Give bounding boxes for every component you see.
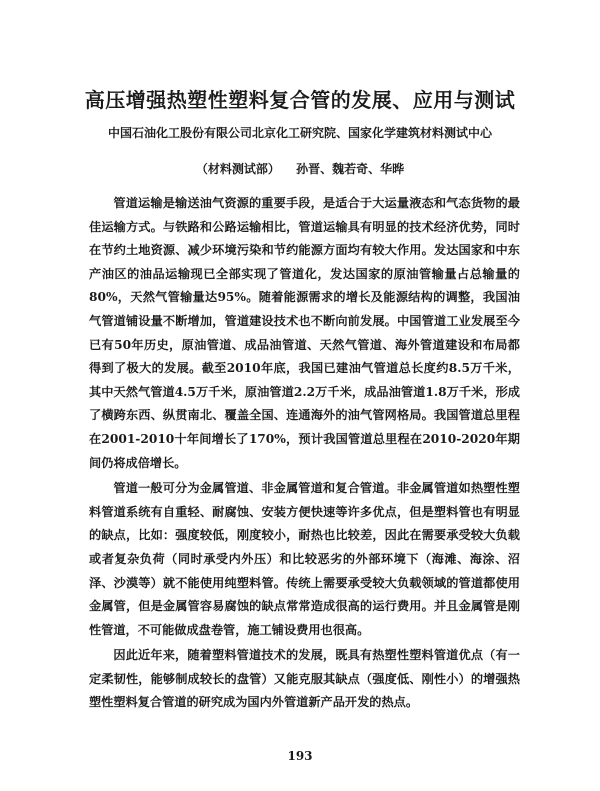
paragraph: 管道一般可分为金属管道、非金属管道和复合管道。非金属管道如热塑性塑料管道系统有自重轻、耐腐蚀、安装方便快速等许多优点，但是塑料管也有明显的缺点，比如：强度较低，刚度较小，耐热也比较差，因此在需要承受较大负载或者复杂负荷（同时承受内外压）和比较恶劣的外部环境下（海滩、海涂、沼泽、沙漠等）就不能使用纯塑料管。传统上需要承受较大负载领域的管道都使用金属管，但是金属管容易腐蚀的缺点常常造成很高的运行费用。并且金属管是刚性管道，不可能做成盘卷管，施工铺设费用也很高。 [89,481,520,637]
paragraph: 因此近年来，随着塑料管道技术的发展，既具有热塑性塑料管道优点（有一定柔韧性，能够制成较长的盘管）又能克服其缺点（强度低、刚性小）的增强热塑性塑料复合管道的研究成为国内外管道新产品开发的热点。 [89,648,520,710]
paragraph: 管道运输是输送油气资源的重要手段，是适合于大运量液态和气态货物的最佳运输方式。与铁路和公路运输相比，管道运输具有明显的技术经济优势，同时在节约土地资源、减少环境污染和节约能源方面均有较大作用。发达国家和中东产油区的油品运输现已全部实现了管道化，发达国家的原油管输量占总输量的80%，天然气管输量达95%。随着能源需求的增长及能源结构的调整，我国油气管道铺设量不断增加，管道建设技术也不断向前发展。中国管道工业发展至今已有50年历史，原油管道、成品油管道、天然气管道、海外管道建设和布局都得到了极大的发展。截至2010年底，我国已建油气管道总长度约8.5万千米，其中天然气管道4.5万千米，原油管道2.2万千米，成品油管道1.8万千米，形成了横跨东西、纵贯南北、覆盖全国、连通海外的油气管网格局。我国管道总里程在2001-2010十年间增长了170%，预计我国管道总里程在2010-2020年期间仍将成倍增长。 [89,196,520,470]
body-text [89,192,520,717]
paper-title: 高压增强热塑性塑料复合管的发展、应用与测试 [84,88,516,112]
page-number: 193 [287,749,313,763]
author-names: 孙晋、魏若奇、华晔 [296,162,405,176]
author-line [0,160,600,177]
department-label: （材料测试部） [195,162,280,176]
author-affiliation: 中国石油化工股份有限公司北京化工研究院、国家化学建筑材料测试中心 [107,126,492,140]
